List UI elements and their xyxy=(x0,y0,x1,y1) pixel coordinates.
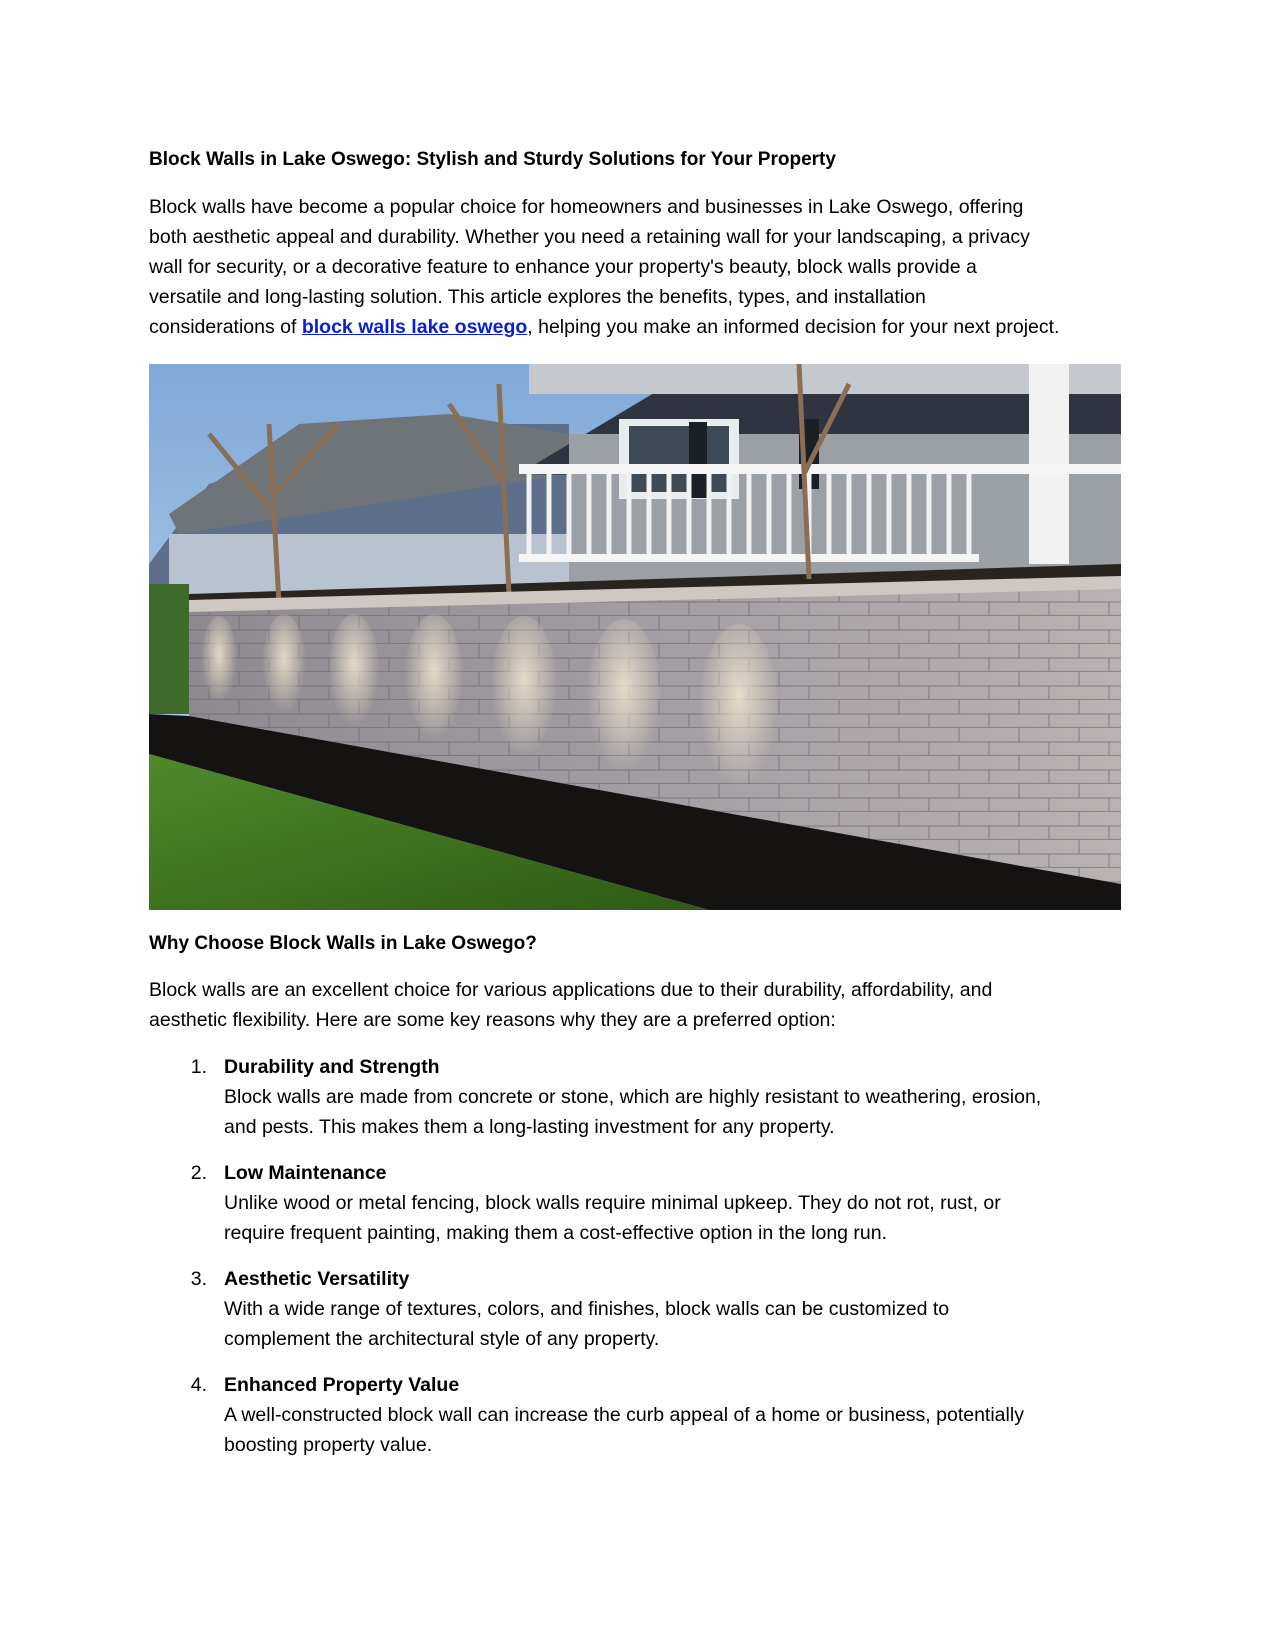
intro-text: considerations of xyxy=(149,316,302,338)
list-item-line: and pests. This makes them a long-lasting investment for any property. xyxy=(224,1116,835,1138)
hero-image xyxy=(149,364,1121,910)
list-item-line: Block walls are made from concrete or stone, which are highly resistant to weathering, erosion, xyxy=(224,1086,1042,1108)
house-block-wall-illustration xyxy=(149,364,1121,910)
list-number: 3. xyxy=(190,1268,207,1290)
intro-line: Block walls have become a popular choice for homeowners and businesses in Lake Oswego, offering xyxy=(149,196,1024,218)
list-item-line: complement the architectural style of any property. xyxy=(224,1328,660,1350)
block-walls-link[interactable]: block walls lake oswego xyxy=(301,316,528,338)
list-item-title: Durability and Strength xyxy=(224,1056,440,1078)
list-item-title: Enhanced Property Value xyxy=(224,1374,460,1396)
intro-line: wall for security, or a decorative feature to enhance your property's beauty, block walls provide a xyxy=(149,256,977,278)
list-item-line: Unlike wood or metal fencing, block walls require minimal upkeep. They do not rot, rust, or xyxy=(224,1192,1001,1214)
list-number: 2. xyxy=(190,1162,207,1184)
section-intro-paragraph xyxy=(149,975,1129,1035)
section-intro-line: aesthetic flexibility. Here are some key reasons why they are a preferred option: xyxy=(149,1009,836,1031)
article-title: Block Walls in Lake Oswego: Stylish and Sturdy Solutions for Your Property xyxy=(149,149,836,170)
list-item-line: A well-constructed block wall can increase the curb appeal of a home or business, potentially xyxy=(224,1404,1024,1426)
intro-line: versatile and long-lasting solution. This article explores the benefits, types, and installation xyxy=(149,286,926,308)
intro-text: , helping you make an informed decision for your next project. xyxy=(527,316,1060,338)
intro-line xyxy=(149,312,1129,342)
list-item-line: boosting property value. xyxy=(224,1434,433,1456)
intro-line: both aesthetic appeal and durability. Whether you need a retaining wall for your landscaping, a privacy xyxy=(149,226,1030,248)
list-item-line: require frequent painting, making them a cost-effective option in the long run. xyxy=(224,1222,888,1244)
section-heading: Why Choose Block Walls in Lake Oswego? xyxy=(149,933,537,954)
list-number: 1. xyxy=(190,1056,207,1078)
section-intro-line: Block walls are an excellent choice for various applications due to their durability, affordability, and xyxy=(149,979,993,1001)
list-item-line: With a wide range of textures, colors, and finishes, block walls can be customized to xyxy=(224,1298,950,1320)
list-item-title: Aesthetic Versatility xyxy=(224,1268,410,1290)
list-item-title: Low Maintenance xyxy=(224,1162,387,1184)
list-number: 4. xyxy=(190,1374,207,1396)
intro-paragraph xyxy=(149,192,1129,342)
